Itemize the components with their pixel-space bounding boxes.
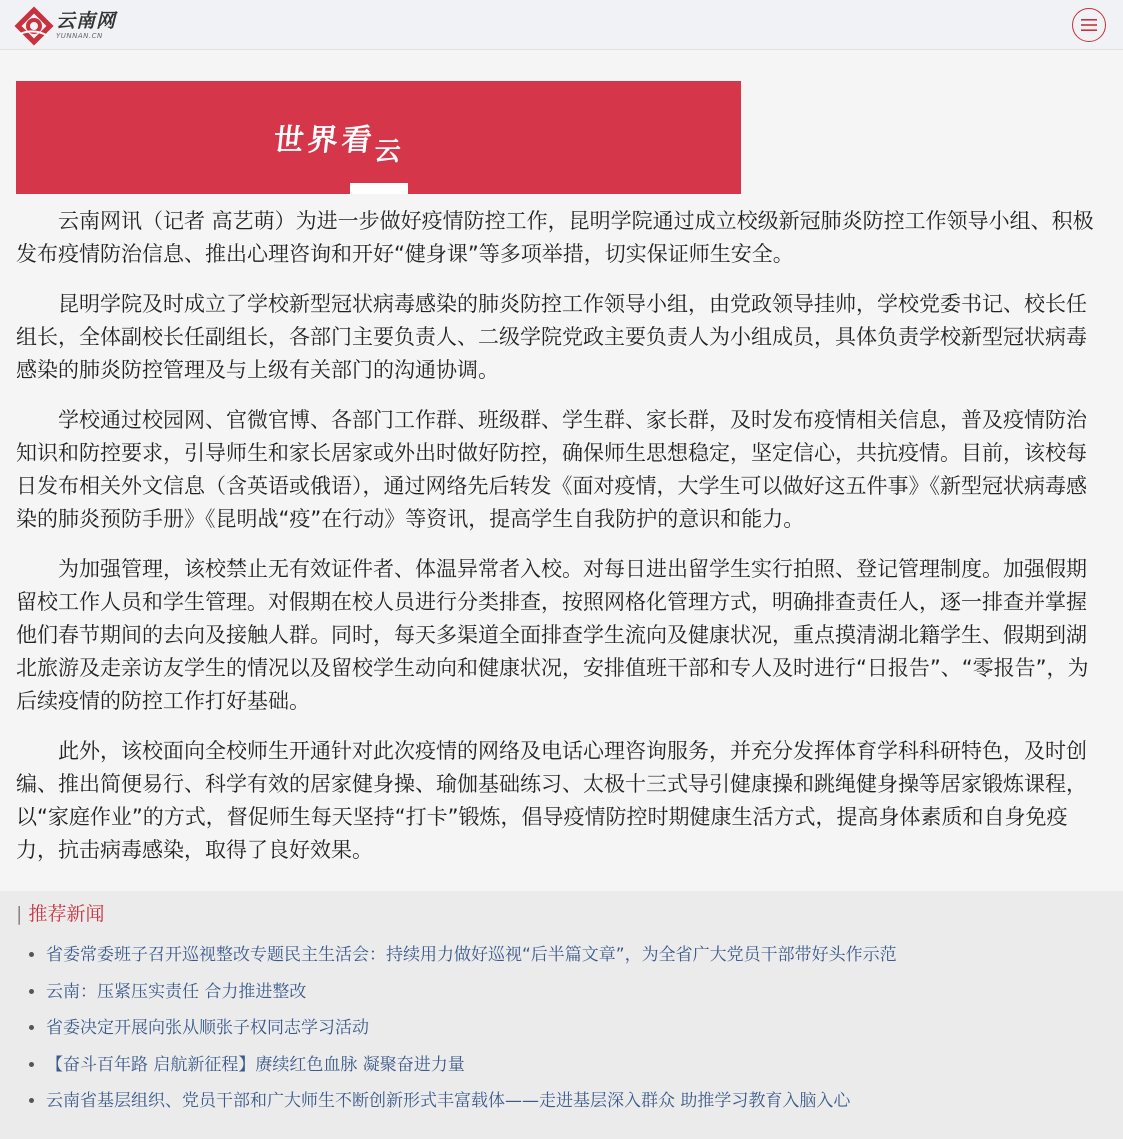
article-paragraph: 云南网讯（记者 高艺萌）为进一步做好疫情防控工作，昆明学院通过成立校级新冠肺炎防控工作领导小组、积极发布疫情防治信息、推出心理咨询和开好“健身课”等多项举措，切实保证师生安全。 [16,209,1094,266]
menu-icon [1081,18,1097,32]
article-paragraph: 昆明学院及时成立了学校新型冠状病毒感染的肺炎防控工作领导小组，由党政领导挂帅，学校党委书记、校长任组长，全体副校长任副组长，各部门主要负责人、二级学院党政主要负责人为小组成员，具体负责学校新型冠状病毒感染的肺炎防控管理及与上级有关部门的沟通协调。 [16,292,1087,382]
news-link[interactable]: 省委决定开展向张从顺张子权同志学习活动 [46,1018,369,1038]
banner-image [16,81,741,194]
news-link[interactable]: 【奋斗百年路 启航新征程】赓续红色血脉 凝聚奋进力量 [46,1054,465,1075]
list-item [46,1089,897,1113]
list-item [46,1016,897,1040]
recommended-news-header [16,902,104,926]
article-paragraph: 此外，该校面向全校师生开通针对此次疫情的网络及电话心理咨询服务，并充分发挥体育学科科研特色，及时创编、推出简便易行、科学有效的居家健身操、瑜伽基础练习、太极十三式导引健康操和跳绳健身操等居家锻炼课程，以“家庭作业”的方式，督促师生每天坚持“打卡”锻炼，倡导疫情防控时期健康生活方式，提高身体素质和自身免疫力，抗击病毒感染，取得了良好效果。 [16,739,1087,862]
recommended-news-title: 推荐新闻 [28,903,105,925]
list-item [46,1053,897,1077]
banner-tab [350,183,408,194]
header-bar: | [16,903,23,925]
article-paragraph: 为加强管理，该校禁止无有效证件者、体温异常者入校。对每日进出留学生实行拍照、登记管理制度。加强假期留校工作人员和学生管理。对假期在校人员进行分类排查，按照网格化管理方式，明确排查责任人，逐一排查并掌握他们春节期间的去向及接触人群。同时，每天多渠道全面排查学生流向及健康状况，重点摸清湖北籍学生、假期到湖北旅游及走亲访友学生的情况以及留校学生动向和健康状况，安排值班干部和专人及时进行“日报告”、“零报告”，为后续疫情的防控工作打好基础。 [16,557,1089,713]
list-item [46,943,897,967]
top-bar [0,0,1123,50]
article-paragraph: 学校通过校园网、官微官博、各部门工作群、班级群、学生群、家长群，及时发布疫情相关信息，普及疫情防治知识和防控要求，引导师生和家长居家或外出时做好防控，确保师生思想稳定，坚定信心，共抗疫情。目前，该校每日发布相关外文信息（含英语或俄语），通过网络先后转发《面对疫情，大学生可以做好这五件事》《新型冠状病毒感染的肺炎预防手册》《昆明战“疫”在行动》等资讯，提高学生自我防护的意识和能力。 [16,408,1087,531]
recommended-news [0,891,1123,1139]
article-body [16,205,1106,884]
menu-button[interactable] [1072,8,1106,42]
logo-mark-icon [14,6,54,46]
news-link[interactable]: 省委常委班子召开巡视整改专题民主生活会：持续用力做好巡视“后半篇文章”，为全省广大党员干部带好头作示范 [46,945,897,965]
logo-text: 云南网 [56,10,117,32]
banner-title: 世界看云 [271,123,407,167]
news-link[interactable]: 云南省基层组织、党员干部和广大师生不断创新形式丰富载体——走进基层深入群众 助推学习教育入脑入心 [46,1091,851,1111]
news-list [28,943,897,1126]
list-item [46,980,897,1004]
site-logo[interactable] [14,7,116,45]
logo-subtext: YUNNAN.CN [56,32,103,40]
news-link[interactable]: 云南：压紧压实责任 合力推进整改 [46,981,307,1002]
